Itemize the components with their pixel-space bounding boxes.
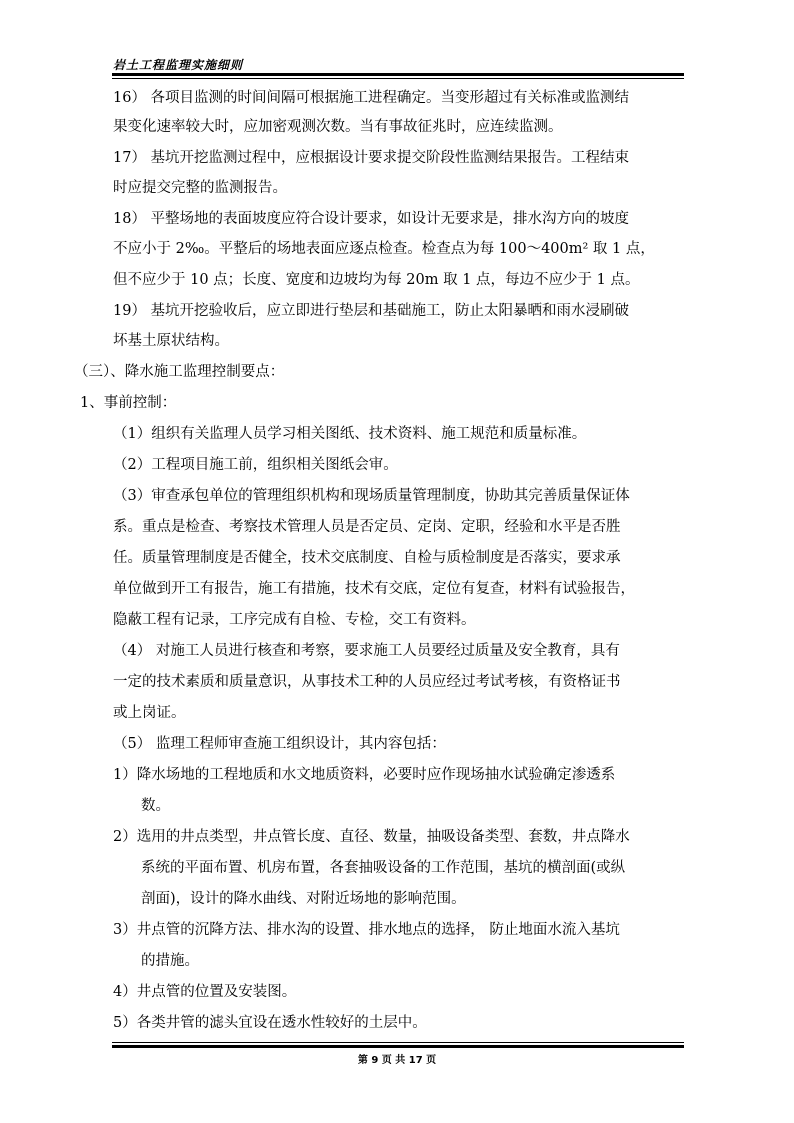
text-line: 隐蔽工程有记录，工序完成有自检、专检，交工有资料。 (113, 612, 476, 628)
text-line: 19） 基坑开挖验收后，应立即进行垫层和基础施工，防止太阳暴晒和雨水浸刷破 (113, 303, 630, 319)
page-number: 第 9 页 共 17 页 (357, 1055, 437, 1066)
text-line: （3）审查承包单位的管理组织机构和现场质量管理制度，协助其完善质量保证体 (113, 488, 630, 504)
text-line: （4） 对施工人员进行核查和考察，要求施工人员要经过质量及安全教育，具有 (113, 643, 620, 659)
text-line: 一定的技术素质和质量意识，从事技术工种的人员应经过考试考核，有资格证书 (113, 674, 621, 690)
section-heading: （三）、降水施工监理控制要点： (74, 364, 285, 380)
text-line: （5） 监理工程师审查施工组织设计，其内容包括： (113, 736, 446, 752)
text-line: 3）井点管的沉降方法、排水沟的设置、排水地点的选择， 防止地面水流入基坑 (113, 922, 620, 938)
text-line: （2）工程项目施工前，组织相关图纸会审。 (113, 457, 398, 473)
text-line: 16） 各项目监测的时间间隔可根据施工进程确定。当变形超过有关标准或监测结 (113, 90, 630, 106)
header-rule-thin (112, 78, 684, 79)
text-line: 或上岗证。 (113, 705, 186, 721)
text-line: 任。质量管理制度是否健全，技术交底制度、自检与质检制度是否落实，要求承 (113, 550, 621, 566)
footer-rule-thin (112, 1042, 684, 1043)
text-line: 17） 基坑开挖监测过程中，应根据设计要求提交阶段性监测结果报告。工程结束 (113, 150, 630, 166)
text-line: 果变化速率较大时，应加密观测次数。当有事故征兆时，应连续监测。 (113, 119, 563, 135)
text-line: 但不应少于 10 点；长度、宽度和边坡均为每 20m 取 1 点，每边不应少于 1 点。 (113, 272, 640, 288)
footer-rule-thick (112, 1045, 684, 1048)
text-line: 2）选用的井点类型，井点管长度、直径、数量，抽吸设备类型、套数，井点降水 (113, 829, 630, 845)
text-line: 坏基土原状结构。 (113, 333, 229, 349)
subsection-heading: 1、事前控制： (80, 395, 177, 411)
text-line: 系。重点是检查、考察技术管理人员是否定员、定岗、定职，经验和水平是否胜 (113, 519, 621, 535)
text-line: 不应小于 2‰。平整后的场地表面应逐点检查。检查点为每 100～400m² 取 1 点， (113, 241, 655, 257)
text-line: （1）组织有关监理人员学习相关图纸、技术资料、施工规范和质量标准。 (113, 426, 587, 442)
text-line: 剖面)，设计的降水曲线、对附近场地的影响范围。 (141, 891, 466, 907)
text-line: 系统的平面布置、机房布置，各套抽吸设备的工作范围，基坑的横剖面(或纵 (141, 860, 626, 876)
text-line: 单位做到开工有报告，施工有措施，技术有交底，定位有复查，材料有试验报告， (113, 581, 635, 597)
text-line: 数。 (141, 798, 170, 814)
text-line: 5）各类井管的滤头宜设在透水性较好的土层中。 (113, 1015, 427, 1031)
document-title: 岩土工程监理实施细则 (113, 58, 244, 72)
header-rule-thick (112, 73, 684, 76)
text-line: 18） 平整场地的表面坡度应符合设计要求，如设计无要求是，排水沟方向的坡度 (113, 211, 630, 227)
text-line: 时应提交完整的监测报告。 (113, 180, 287, 196)
text-line: 1）降水场地的工程地质和水文地质资料，必要时应作现场抽水试验确定渗透系 (113, 767, 616, 783)
text-line: 的措施。 (141, 953, 199, 969)
text-line: 4）井点管的位置及安装图。 (113, 984, 297, 1000)
